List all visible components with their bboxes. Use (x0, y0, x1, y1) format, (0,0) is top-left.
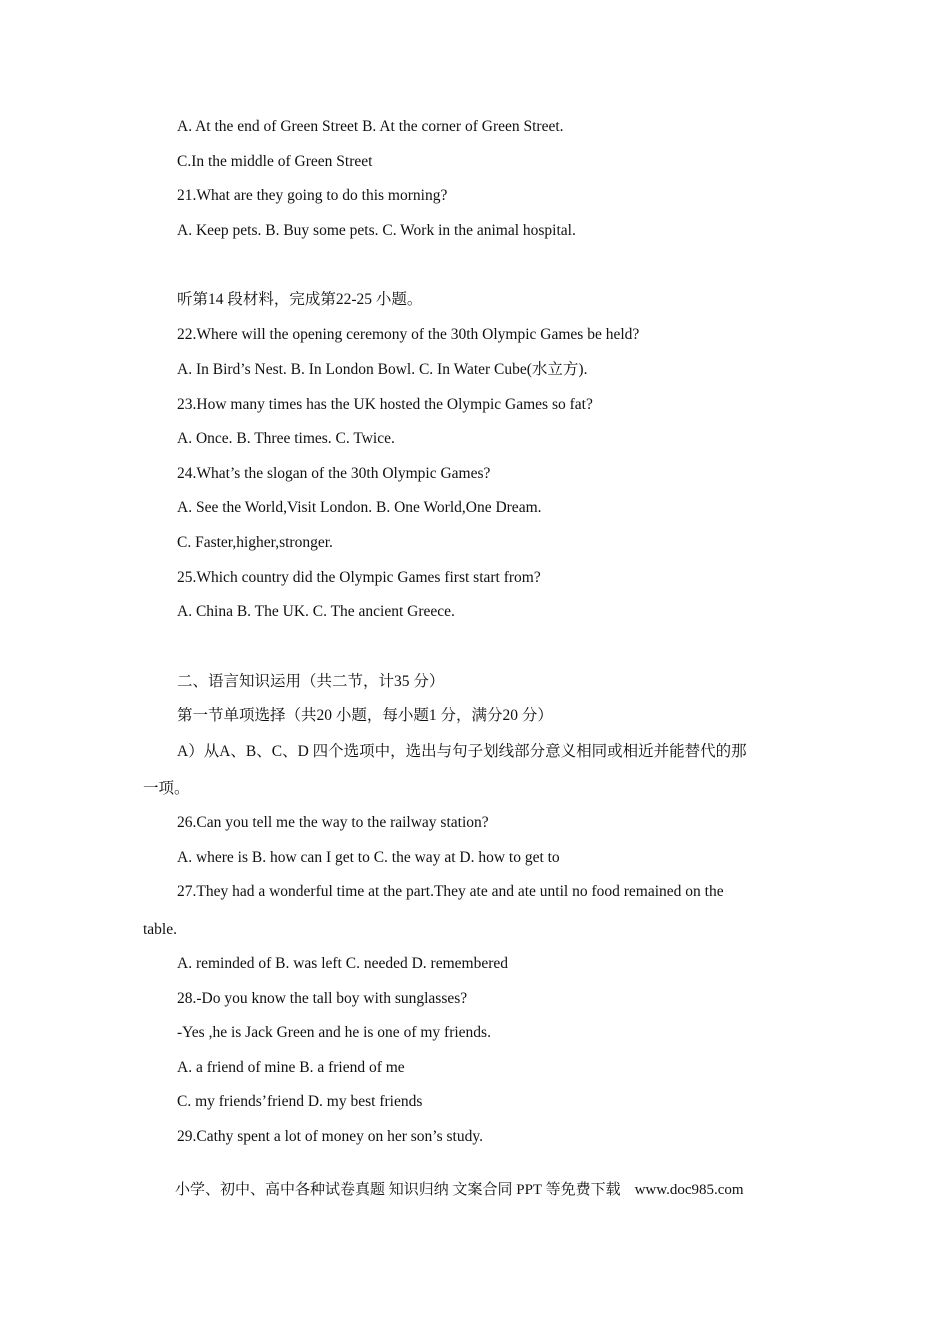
question-21: 21.What are they going to do this morning? (177, 187, 448, 204)
question-29: 29.Cathy spent a lot of money on her son’s study. (177, 1128, 483, 1145)
section-instruction-14: 听第14 段材料，完成第22-25 小题。 (177, 291, 423, 308)
option-line-23: A. Once. B. Three times. C. Twice. (177, 430, 395, 447)
question-24: 24.What’s the slogan of the 30th Olympic Games? (177, 465, 491, 482)
part-two-heading: 二、语言知识运用（共二节，计35 分） (177, 673, 445, 690)
option-line-27: A. reminded of B. was left C. needed D. remembered (177, 955, 508, 972)
option-line-26: A. where is B. how can I get to C. the way at D. how to get to (177, 849, 560, 866)
instruction-a: A）从A、B、C、D 四个选项中，选出与句子划线部分意义相同或相近并能替代的那 (177, 743, 747, 760)
question-23: 23.How many times has the UK hosted the Olympic Games so fat? (177, 396, 593, 413)
question-25: 25.Which country did the Olympic Games first start from? (177, 569, 541, 586)
question-28-reply: -Yes ,he is Jack Green and he is one of my friends. (177, 1024, 491, 1041)
option-line-20-c: C.In the middle of Green Street (177, 153, 373, 170)
question-22: 22.Where will the opening ceremony of the 30th Olympic Games be held? (177, 326, 640, 343)
option-line-24-c: C. Faster,higher,stronger. (177, 534, 333, 551)
option-line-25: A. China B. The UK. C. The ancient Greece. (177, 603, 455, 620)
page-footer (175, 1180, 744, 1200)
instruction-a-cont: 一项。 (143, 780, 190, 797)
footer-url: www.doc985.com (634, 1182, 744, 1198)
question-28: 28.-Do you know the tall boy with sunglasses? (177, 990, 468, 1007)
question-27-cont: table. (143, 921, 177, 938)
option-line-20: A. At the end of Green Street B. At the corner of Green Street. (177, 118, 564, 135)
footer-text: 小学、初中、高中各种试卷真题 知识归纳 文案合同 PPT 等免费下载 (175, 1182, 621, 1198)
section-one-heading: 第一节单项选择（共20 小题，每小题1 分，满分20 分） (177, 707, 553, 724)
question-26: 26.Can you tell me the way to the railway station? (177, 814, 489, 831)
option-line-24: A. See the World,Visit London. B. One World,One Dream. (177, 499, 542, 516)
question-27: 27.They had a wonderful time at the part.They ate and ate until no food remained on the (177, 883, 724, 900)
option-line-21: A. Keep pets. B. Buy some pets. C. Work in the animal hospital. (177, 222, 576, 239)
option-line-22: A. In Bird’s Nest. B. In London Bowl. C. In Water Cube(水立方). (177, 361, 588, 378)
option-line-28-c: C. my friends’friend D. my best friends (177, 1093, 423, 1110)
option-line-28: A. a friend of mine B. a friend of me (177, 1059, 405, 1076)
